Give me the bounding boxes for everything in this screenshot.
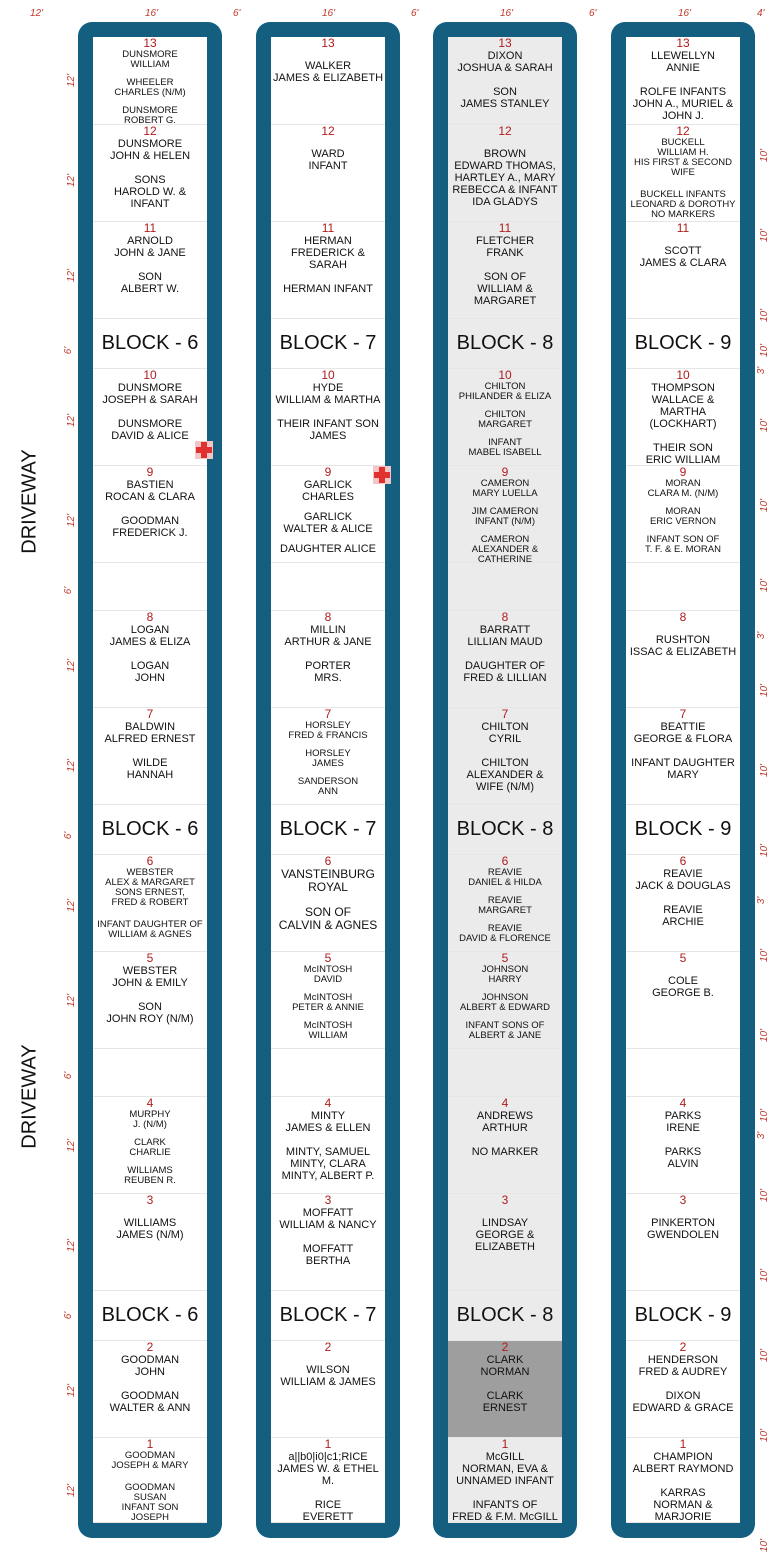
side-dimension-label: 12' (66, 413, 78, 428)
interment-name: LOGAN JAMES & ELIZA (109, 624, 191, 648)
interment-name: DUNSMORE WILLIAM (122, 49, 178, 70)
block-title: BLOCK - 8 (448, 805, 562, 855)
interment-name: VANSTEINBURG ROYAL (281, 867, 375, 894)
plot-number: 5 (679, 951, 687, 965)
side-dimension-label: 12' (66, 1383, 78, 1398)
plot-cell[interactable] (626, 1194, 740, 1291)
interment-name: MILLIN ARTHUR & JANE (284, 624, 372, 648)
interment-name: PARKS ALVIN (664, 1146, 702, 1170)
side-dimension-label: 10' (759, 1348, 771, 1363)
interment-name: BUCKELL WILLIAM H. HIS FIRST & SECOND WIFE (633, 137, 732, 178)
plot-number: 1 (146, 1437, 154, 1451)
block-title: BLOCK - 6 (93, 1291, 207, 1341)
interment-name: MINTY, SAMUEL MINTY, CLARA MINTY, ALBERT P. (281, 1146, 375, 1182)
side-dimension-label: 12' (66, 73, 78, 88)
interment-name: REAVIE ARCHIE (662, 904, 704, 928)
side-dimension-label: 10' (759, 578, 771, 593)
plot-number: 8 (324, 610, 332, 624)
plot-number: 13 (498, 37, 512, 50)
interment-name: McINTOSH WILLIAM (303, 1020, 353, 1041)
plot-number: 12 (143, 124, 157, 138)
interment-name: DUNSMORE JOHN & HELEN (109, 138, 191, 162)
side-dimension-label: 6' (63, 586, 75, 595)
plot-cell[interactable] (448, 125, 562, 222)
interment-name: HERMAN INFANT (283, 283, 373, 295)
side-dimension-label: 3' (756, 896, 768, 905)
side-dimension-label: 10' (759, 1188, 771, 1203)
side-dimension-label: 12' (66, 173, 78, 188)
plot-number: 11 (321, 221, 335, 235)
interment-name: CLARK ERNEST (482, 1390, 528, 1414)
interment-name: ROLFE INFANTS JOHN A., MURIEL & JOHN J. (632, 86, 734, 122)
interment-name: DAUGHTER ALICE (280, 543, 376, 555)
side-dimension-label: 12' (66, 993, 78, 1008)
block-title: BLOCK - 7 (271, 319, 385, 369)
interment-name: PINKERTON GWENDOLEN (646, 1217, 720, 1241)
interment-name: JIM CAMERON INFANT (N/M) (471, 506, 539, 527)
top-dimension-label: 16' (145, 8, 159, 19)
interment-name: CLARK CHARLIE (129, 1137, 171, 1158)
side-dimension-label: 12' (66, 268, 78, 283)
interment-name: WILLIAMS REUBEN R. (124, 1165, 176, 1186)
plot-number: 1 (501, 1437, 509, 1451)
block-title: BLOCK - 7 (271, 1291, 385, 1341)
plot-number: 2 (679, 1340, 687, 1354)
interment-name: GOODMAN WALTER & ANN (109, 1390, 191, 1414)
plot-cell[interactable] (271, 125, 385, 222)
interment-name: CHILTON ALEXANDER & WIFE (N/M) (466, 757, 544, 793)
plot-cell[interactable] (626, 708, 740, 805)
plot-cell[interactable] (448, 1438, 562, 1523)
interment-name: GARLICK CHARLES (302, 479, 354, 503)
plot-cell[interactable] (271, 708, 385, 805)
plot-cell[interactable] (93, 611, 207, 708)
interment-name: JOHNSON HARRY (481, 964, 529, 985)
interment-name: HERMAN FREDERICK & SARAH (291, 235, 365, 271)
plot-cell[interactable] (271, 37, 385, 125)
interment-name: REAVIE MARGARET (478, 895, 532, 916)
plot-number: 9 (324, 465, 332, 479)
plot-cell[interactable] (448, 611, 562, 708)
interment-name: McINTOSH DAVID (303, 964, 353, 985)
plot-cell[interactable] (93, 125, 207, 222)
interment-name: HENDERSON FRED & AUDREY (638, 1354, 728, 1378)
interment-name: GOODMAN JOSEPH & MARY (111, 1450, 189, 1471)
interment-name: INFANT SONS OF ALBERT & JANE (465, 1020, 545, 1041)
interment-name: LINDSAY GEORGE & ELIZABETH (475, 1217, 535, 1253)
plot-cell[interactable] (93, 708, 207, 805)
plot-cell[interactable] (448, 563, 562, 611)
interment-name: WILLIAMS JAMES (N/M) (116, 1217, 184, 1241)
plot-row-inner (448, 37, 562, 1523)
interment-name: RICE EVERETT (302, 1499, 354, 1523)
plot-row-inner (93, 37, 207, 1523)
side-dimension-label: 12' (66, 658, 78, 673)
plot-number: 8 (146, 610, 154, 624)
block-title: BLOCK - 6 (93, 805, 207, 855)
plot-number: 2 (324, 1340, 332, 1354)
interment-name: BASTIEN ROCAN & CLARA (105, 479, 195, 503)
interment-name: SON JAMES STANLEY (460, 86, 550, 110)
interment-name: McINTOSH PETER & ANNIE (292, 992, 364, 1013)
driveway-label: DRIVEWAY (18, 449, 41, 554)
side-dimension-label: 10' (759, 1028, 771, 1043)
plot-number: 12 (676, 124, 690, 138)
interment-name: HYDE WILLIAM & MARTHA (275, 382, 381, 406)
plot-number: 5 (501, 951, 509, 965)
side-dimension-label: 10' (759, 763, 771, 778)
plot-cell[interactable] (271, 466, 385, 563)
side-dimension-label: 10' (759, 1428, 771, 1443)
plot-number: 3 (324, 1193, 332, 1207)
interment-name: REAVIE DANIEL & HILDA (468, 867, 542, 888)
plot-cell[interactable] (626, 1341, 740, 1438)
interment-name: WARD INFANT (308, 148, 348, 172)
interment-name: GARLICK WALTER & ALICE (283, 511, 373, 535)
plot-number: 10 (321, 368, 335, 382)
plot-cell[interactable] (626, 611, 740, 708)
interment-name: MURPHY J. (N/M) (129, 1109, 171, 1130)
interment-name: CHILTON PHILANDER & ELIZA (458, 381, 552, 402)
top-dimension-label: 6' (589, 8, 597, 19)
side-dimension-label: 10' (759, 343, 771, 358)
block-title: BLOCK - 7 (271, 805, 385, 855)
plot-number: 6 (501, 854, 509, 868)
top-dimension-label: 6' (411, 8, 419, 19)
plot-row-block-6 (78, 22, 222, 1538)
interment-name: THEIR SON ERIC WILLIAM (645, 442, 721, 466)
interment-name: GOODMAN SUSAN INFANT SON JOSEPH (121, 1482, 179, 1523)
interment-name: COLE GEORGE B. (652, 975, 714, 999)
interment-name: MINTY JAMES & ELLEN (285, 1110, 371, 1134)
interment-name: DAUGHTER OF FRED & LILLIAN (463, 660, 547, 684)
plot-cell[interactable] (626, 125, 740, 222)
plot-number: 5 (146, 951, 154, 965)
interment-name: SON ALBERT W. (120, 271, 180, 295)
plot-number: 10 (498, 368, 512, 382)
interment-name: INFANT SON OF T. F. & E. MORAN (644, 534, 721, 555)
plot-cell[interactable] (448, 1341, 562, 1438)
interment-name: INFANT DAUGHTER OF WILLIAM & AGNES (97, 919, 203, 940)
interment-name: CAMERON ALEXANDER & CATHERINE (471, 534, 539, 565)
block-title: BLOCK - 9 (626, 1291, 740, 1341)
plot-cell[interactable] (626, 952, 740, 1049)
plot-cell[interactable] (271, 611, 385, 708)
plot-number: 6 (146, 854, 154, 868)
plot-cell[interactable] (271, 1438, 385, 1523)
block-title: BLOCK - 6 (93, 319, 207, 369)
plot-number: 8 (679, 610, 687, 624)
plot-row-block-7 (256, 22, 400, 1538)
interment-name: LOGAN JOHN (130, 660, 170, 684)
plot-cell[interactable] (271, 1049, 385, 1097)
block-title: BLOCK - 8 (448, 319, 562, 369)
plot-cell[interactable] (93, 1194, 207, 1291)
plot-cell[interactable] (448, 708, 562, 805)
top-dimension-label: 16' (678, 8, 692, 19)
driveway-label: DRIVEWAY (18, 1044, 41, 1149)
interment-name: WEBSTER JOHN & EMILY (112, 965, 188, 989)
plot-number: 4 (324, 1096, 332, 1110)
side-dimension-label: 12' (66, 898, 78, 913)
interment-name: WHEELER CHARLES (N/M) (114, 77, 186, 98)
plot-number: 3 (146, 1193, 154, 1207)
side-dimension-label: 10' (759, 498, 771, 513)
plot-cell[interactable] (626, 1049, 740, 1097)
side-dimension-label: 10' (759, 1108, 771, 1123)
side-dimension-label: 12' (66, 758, 78, 773)
plot-number: 6 (324, 854, 332, 868)
plot-number: 12 (498, 124, 512, 138)
plot-number: 7 (501, 707, 509, 721)
interment-name: MOFFATT WILLIAM & NANCY (279, 1207, 377, 1231)
interment-name: CHAMPION ALBERT RAYMOND (632, 1451, 734, 1475)
plot-cell[interactable] (626, 369, 740, 466)
plot-cell[interactable] (93, 1438, 207, 1523)
plot-cell[interactable] (448, 37, 562, 125)
interment-name: CAMERON MARY LUELLA (472, 478, 538, 499)
interment-name: BROWN EDWARD THOMAS, HARTLEY A., MARY REBECCA & INFANT IDA GLADYS (452, 148, 558, 208)
plot-cell[interactable] (93, 1341, 207, 1438)
top-dimension-label: 16' (322, 8, 336, 19)
plot-number: 4 (679, 1096, 687, 1110)
interment-name: McGILL NORMAN, EVA & UNNAMED INFANT (456, 1451, 554, 1487)
interment-name: PORTER MRS. (305, 660, 351, 684)
plot-cell[interactable] (626, 466, 740, 563)
side-dimension-label: 10' (759, 148, 771, 163)
interment-name: SON JOHN ROY (N/M) (106, 1001, 194, 1025)
plot-number: 9 (501, 465, 509, 479)
interment-name: DIXON EDWARD & GRACE (632, 1390, 734, 1414)
interment-name: DUNSMORE DAVID & ALICE (111, 418, 189, 442)
interment-name: INFANT DAUGHTER MARY (631, 757, 735, 781)
plot-cell[interactable] (448, 1194, 562, 1291)
interment-name: PARKS IRENE (664, 1110, 702, 1134)
top-dimension-label: 12' (30, 8, 44, 19)
plot-cell[interactable] (448, 855, 562, 952)
plot-cell[interactable] (271, 952, 385, 1049)
plot-number: 12 (321, 124, 335, 138)
plot-cell[interactable] (93, 1097, 207, 1194)
plot-cell[interactable] (626, 855, 740, 952)
plot-cell[interactable] (271, 1194, 385, 1291)
interment-name: ANDREWS ARTHUR (476, 1110, 534, 1134)
side-dimension-label: 3' (756, 1131, 768, 1140)
top-dimension-label: 16' (500, 8, 514, 19)
plot-cell[interactable] (93, 466, 207, 563)
plot-cell[interactable] (626, 1438, 740, 1523)
plot-number: 9 (146, 465, 154, 479)
plot-cell[interactable] (93, 563, 207, 611)
interment-name: CHILTON MARGARET (478, 409, 532, 430)
plot-cell[interactable] (93, 37, 207, 125)
interment-name: BALDWIN ALFRED ERNEST (104, 721, 196, 745)
side-dimension-label: 12' (66, 1238, 78, 1253)
plot-row-block-8 (433, 22, 577, 1538)
side-dimension-label: 6' (63, 1311, 75, 1320)
plot-cell[interactable] (93, 1049, 207, 1097)
interment-name: DUNSMORE ROBERT G. (122, 105, 178, 126)
interment-name: LLEWELLYN ANNIE (651, 50, 715, 74)
interment-name: SCOTT JAMES & CLARA (639, 245, 727, 269)
interment-name: RUSHTON ISSAC & ELIZABETH (629, 634, 737, 658)
interment-name: KARRAS NORMAN & MARJORIE (653, 1487, 713, 1523)
plot-number: 7 (324, 707, 332, 721)
plot-cell[interactable] (448, 466, 562, 563)
side-dimension-label: 3' (756, 366, 768, 375)
interment-name: SANDERSON ANN (297, 776, 359, 797)
plot-row-block-9 (611, 22, 755, 1538)
plot-number: 9 (679, 465, 687, 479)
plot-number: 3 (679, 1193, 687, 1207)
side-dimension-label: 10' (759, 843, 771, 858)
plot-number: 8 (501, 610, 509, 624)
side-dimension-label: 6' (63, 831, 75, 840)
side-dimension-label: 10' (759, 308, 771, 323)
plot-number: 13 (143, 37, 157, 50)
plot-number: 13 (676, 37, 690, 50)
interment-name: THOMPSON WALLACE & MARTHA (LOCKHART) (649, 382, 717, 430)
side-dimension-label: 10' (759, 1268, 771, 1283)
plot-cell[interactable] (448, 369, 562, 466)
plot-number: 11 (676, 221, 690, 235)
side-dimension-label: 12' (66, 1138, 78, 1153)
interment-name: GOODMAN FREDERICK J. (112, 515, 188, 539)
plot-number: 4 (146, 1096, 154, 1110)
interment-name: BUCKELL INFANTS LEONARD & DOROTHY NO MARKERS (630, 189, 736, 220)
plot-cell[interactable] (448, 222, 562, 319)
side-dimension-label: 12' (66, 513, 78, 528)
interment-name: DUNSMORE JOSEPH & SARAH (102, 382, 198, 406)
interment-name: a||b0|i0|c1;RICE JAMES W. & ETHEL M. (277, 1451, 379, 1487)
interment-name: HORSLEY JAMES (305, 748, 351, 769)
interment-name: SON OF CALVIN & AGNES (278, 905, 378, 932)
plot-number: 11 (143, 221, 157, 235)
plot-number: 7 (146, 707, 154, 721)
plot-cell[interactable] (93, 855, 207, 952)
side-dimension-label: 6' (63, 1071, 75, 1080)
interment-name: MOFFATT BERTHA (302, 1243, 354, 1267)
side-dimension-label: 6' (63, 346, 75, 355)
block-title: BLOCK - 9 (626, 805, 740, 855)
interment-name: BARRATT LILLIAN MAUD (467, 624, 543, 648)
interment-name: THEIR INFANT SON JAMES (277, 418, 379, 442)
plot-number: 4 (501, 1096, 509, 1110)
plot-cell[interactable] (93, 222, 207, 319)
location-marker-icon (195, 441, 213, 459)
interment-name: MORAN ERIC VERNON (650, 506, 716, 527)
side-dimension-label: 10' (759, 1538, 771, 1553)
plot-cell[interactable] (271, 222, 385, 319)
plot-cell[interactable] (271, 1097, 385, 1194)
location-marker-icon (373, 466, 391, 484)
plot-number: 13 (321, 37, 335, 50)
plot-number: 5 (324, 951, 332, 965)
plot-number: 10 (676, 368, 690, 382)
interment-name: WILDE HANNAH (126, 757, 174, 781)
side-dimension-label: 10' (759, 683, 771, 698)
interment-name: REAVIE JACK & DOUGLAS (635, 868, 731, 892)
plot-number: 7 (679, 707, 687, 721)
plot-cell[interactable] (448, 952, 562, 1049)
side-dimension-label: 10' (759, 948, 771, 963)
side-dimension-label: 10' (759, 228, 771, 243)
plot-cell[interactable] (626, 1097, 740, 1194)
plot-cell[interactable] (626, 222, 740, 319)
interment-name: ARNOLD JOHN & JANE (114, 235, 186, 259)
plot-number: 3 (501, 1193, 509, 1207)
interment-name: BEATTIE GEORGE & FLORA (633, 721, 733, 745)
interment-name: SON OF WILLIAM & MARGARET (473, 271, 537, 307)
interment-name: JOHNSON ALBERT & EDWARD (459, 992, 551, 1013)
plot-number: 6 (679, 854, 687, 868)
plot-row-inner (626, 37, 740, 1523)
plot-number: 2 (501, 1340, 509, 1354)
plot-number: 11 (498, 221, 512, 235)
block-title: BLOCK - 9 (626, 319, 740, 369)
interment-name: SONS HAROLD W. & INFANT (113, 174, 187, 210)
interment-name: MORAN CLARA M. (N/M) (647, 478, 719, 499)
plot-cell[interactable] (271, 855, 385, 952)
side-dimension-label: 12' (66, 1483, 78, 1498)
interment-name: CHILTON CYRIL (481, 721, 529, 745)
plot-cell[interactable] (271, 563, 385, 611)
interment-name: WALKER JAMES & ELIZABETH (272, 60, 384, 84)
plot-cell[interactable] (271, 369, 385, 466)
interment-name: NO MARKER (471, 1146, 539, 1158)
plot-cell[interactable] (448, 1097, 562, 1194)
plot-cell[interactable] (93, 369, 207, 466)
interment-name: FLETCHER FRANK (475, 235, 535, 259)
interment-name: INFANT MABEL ISABELL (468, 437, 542, 458)
side-dimension-label: 10' (759, 418, 771, 433)
plot-row-inner (271, 37, 385, 1523)
plot-cell[interactable] (448, 1049, 562, 1097)
plot-cell[interactable] (271, 1341, 385, 1438)
top-dimension-label: 4' (757, 8, 765, 19)
plot-number: 10 (143, 368, 157, 382)
plot-cell[interactable] (93, 952, 207, 1049)
plot-number: 1 (679, 1437, 687, 1451)
interment-name: HORSLEY FRED & FRANCIS (288, 720, 368, 741)
block-title: BLOCK - 8 (448, 1291, 562, 1341)
top-dimension-label: 6' (233, 8, 241, 19)
interment-name: REAVIE DAVID & FLORENCE (459, 923, 551, 944)
interment-name: DIXON JOSHUA & SARAH (457, 50, 553, 74)
interment-name: GOODMAN JOHN (120, 1354, 180, 1378)
interment-name: WEBSTER ALEX & MARGARET SONS ERNEST, FRED & ROBERT (105, 867, 195, 908)
plot-cell[interactable] (626, 563, 740, 611)
interment-name: CLARK NORMAN (480, 1354, 530, 1378)
plot-number: 2 (146, 1340, 154, 1354)
plot-cell[interactable] (626, 37, 740, 125)
plot-number: 1 (324, 1437, 332, 1451)
interment-name: WILSON WILLIAM & JAMES (280, 1364, 376, 1388)
side-dimension-label: 3' (756, 631, 768, 640)
interment-name: INFANTS OF FRED & F.M. McGILL (452, 1499, 558, 1523)
